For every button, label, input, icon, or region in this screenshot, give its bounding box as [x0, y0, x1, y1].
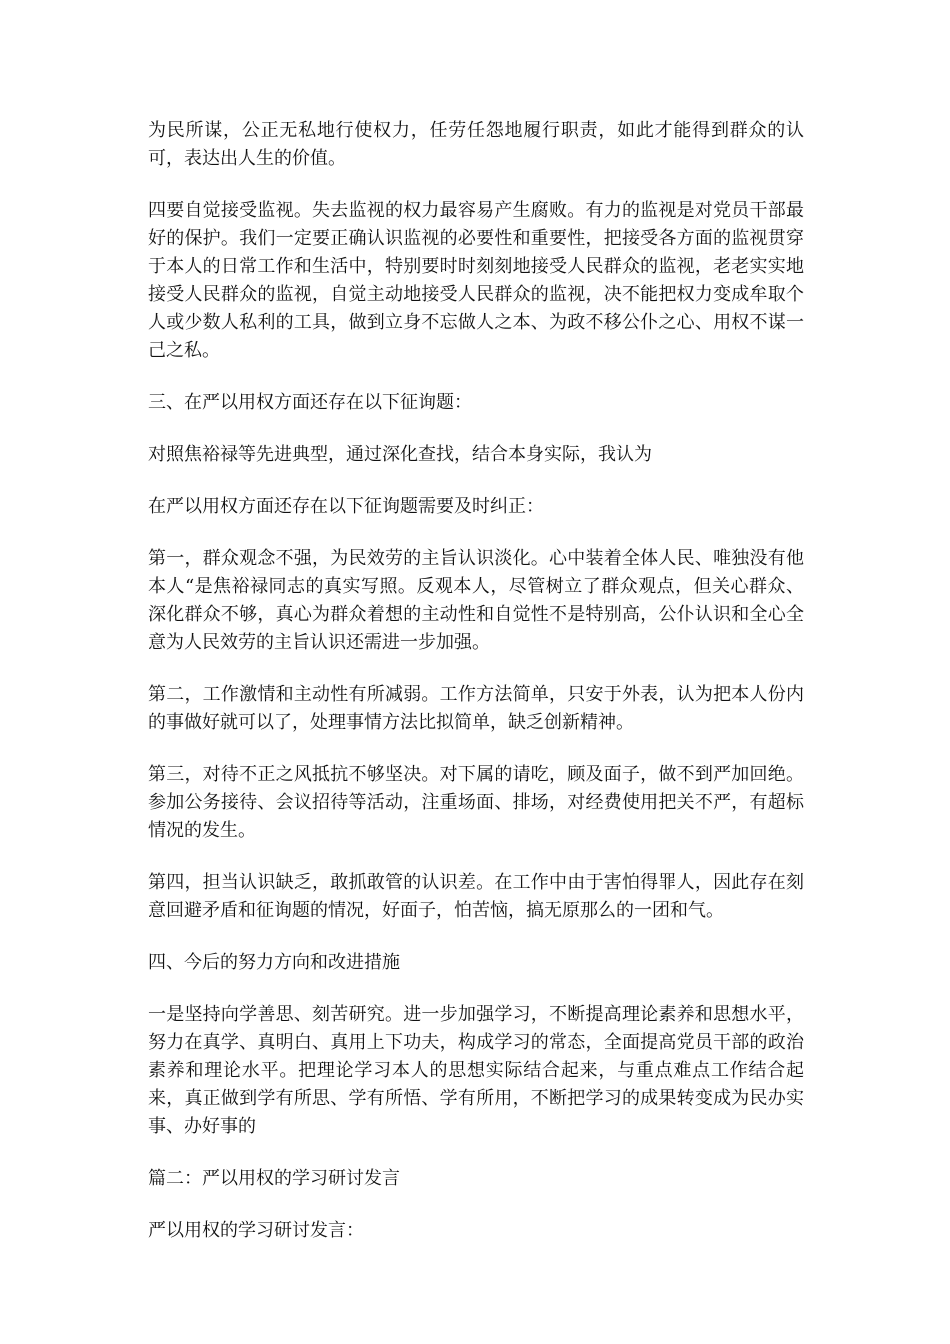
paragraph-6: 第一，群众观念不强，为民效劳的主旨认识淡化。心中装着全体人民、唯独没有他本人“是焦裕禄同志的真实写照。反观本人，尽管树立了群众观点，但关心群众、深化群众不够，真心为群众着想的主动性和自觉性不是特别高，公仆认识和全心全意为人民效劳的主旨认识还需进一步加强。	[148, 548, 804, 653]
paragraph-11: 一是坚持向学善思、刻苦研究。进一步加强学习，不断提高理论素养和思想水平，努力在真学、真明白、真用上下功夫，构成学习的常态，全面提高党员干部的政治素养和理论水平。把理论学习本人的思想实际结合起来，与重点难点工作结合起来，真正做到学有所思、学有所悟、学有所用，不断把学习的成果转变成为民办实事、办好事的	[148, 1004, 804, 1137]
chapter-heading-2: 篇二：严以用权的学习研讨发言	[148, 1168, 400, 1189]
paragraph-4: 对照焦裕禄等先进典型，通过深化查找，结合本身实际，我认为	[148, 444, 652, 465]
section-heading-3: 三、在严以用权方面还存在以下征询题：	[148, 392, 472, 413]
paragraph-8: 第三，对待不正之风抵抗不够坚决。对下属的请吃，顾及面子，做不到严加回绝。参加公务接待、会议招待等活动，注重场面、排场，对经费使用把关不严，有超标情况的发生。	[148, 764, 804, 841]
paragraph-1: 为民所谋，公正无私地行使权力，任劳任怨地履行职责，如此才能得到群众的认可，表达出人生的价值。	[148, 120, 804, 169]
paragraph-7: 第二，工作激情和主动性有所减弱。工作方法简单，只安于外表，认为把本人份内的事做好就可以了，处理事情方法比拟简单，缺乏创新精神。	[148, 684, 804, 733]
paragraph-13: 严以用权的学习研讨发言：	[148, 1220, 364, 1241]
paragraph-5: 在严以用权方面还存在以下征询题需要及时纠正：	[148, 496, 544, 517]
document-body	[148, 117, 804, 1269]
section-heading-4: 四、今后的努力方向和改进措施	[148, 952, 400, 973]
paragraph-2: 四要自觉接受监视。失去监视的权力最容易产生腐败。有力的监视是对党员干部最好的保护。我们一定要正确认识监视的必要性和重要性，把接受各方面的监视贯穿于本人的日常工作和生活中，特别要时时刻刻地接受人民群众的监视，老老实实地接受人民群众的监视，自觉主动地接受人民群众的监视，决不能把权力变成牟取个人或少数人私利的工具，做到立身不忘做人之本、为政不移公仆之心、用权不谋一己之私。	[148, 200, 804, 361]
paragraph-9: 第四，担当认识缺乏，敢抓敢管的认识差。在工作中由于害怕得罪人，因此存在刻意回避矛盾和征询题的情况，好面子，怕苦恼，搞无原那么的一团和气。	[148, 872, 804, 921]
